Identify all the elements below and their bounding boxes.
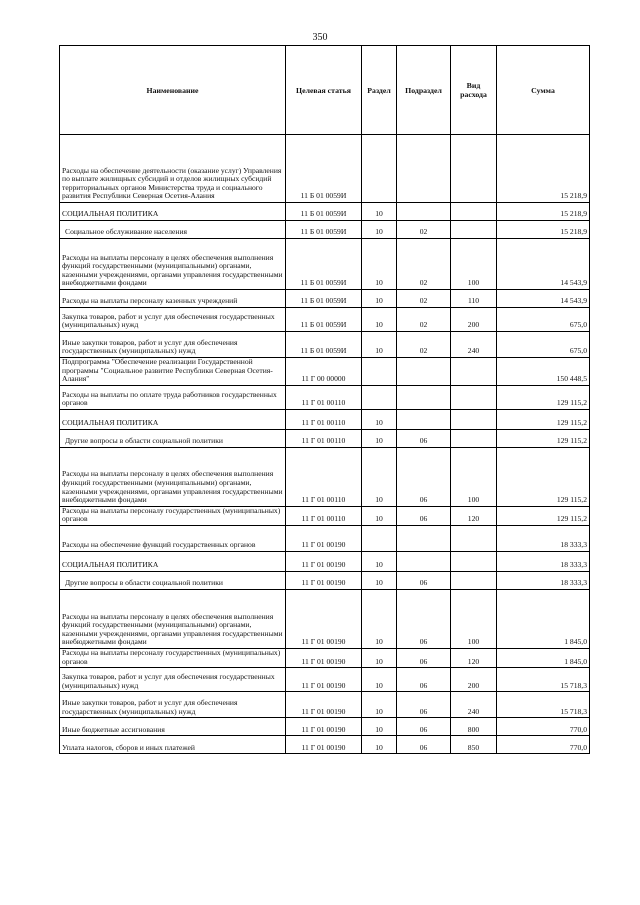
row-code: 11 Г 01 00190 xyxy=(286,571,362,589)
row-sum: 18 333,3 xyxy=(497,551,590,571)
row-section: 10 xyxy=(362,221,397,239)
table-row xyxy=(60,385,590,409)
table-row xyxy=(60,308,590,332)
table-row xyxy=(60,203,590,221)
row-code: 11 Г 01 00110 xyxy=(286,409,362,429)
row-code: 11 Б 01 0059И xyxy=(286,239,362,290)
row-subsection: 02 xyxy=(397,290,451,308)
row-code: 11 Г 01 00190 xyxy=(286,736,362,754)
table-row xyxy=(60,718,590,736)
row-kind xyxy=(451,358,497,386)
row-name: Социальное обслуживание населения xyxy=(60,221,286,239)
row-subsection xyxy=(397,203,451,221)
row-name: Расходы на выплаты персоналу государственных (муниципальных) органов xyxy=(60,506,286,525)
row-sum: 129 115,2 xyxy=(497,506,590,525)
row-section: 10 xyxy=(362,551,397,571)
table-header-row xyxy=(60,46,590,135)
row-sum: 150 448,5 xyxy=(497,358,590,386)
row-kind xyxy=(451,525,497,551)
table-row xyxy=(60,447,590,506)
row-kind: 800 xyxy=(451,718,497,736)
row-section: 10 xyxy=(362,648,397,667)
table-row xyxy=(60,221,590,239)
row-subsection: 02 xyxy=(397,332,451,358)
table-row xyxy=(60,409,590,429)
table-row xyxy=(60,589,590,648)
header-subsection: Подраздел xyxy=(397,46,451,135)
row-kind xyxy=(451,221,497,239)
row-sum: 129 115,2 xyxy=(497,447,590,506)
row-code: 11 Г 01 00190 xyxy=(286,589,362,648)
row-kind: 850 xyxy=(451,736,497,754)
row-subsection: 02 xyxy=(397,308,451,332)
table-row xyxy=(60,668,590,692)
row-sum: 770,0 xyxy=(497,718,590,736)
row-section: 10 xyxy=(362,203,397,221)
row-code: 11 Г 01 00190 xyxy=(286,718,362,736)
row-name: Расходы на обеспечение деятельности (оказание услуг) Управления по выплате жилищных субсидий и отделов жилищных субсидий территориальных органов Министерства труда и социального развития Республики Северная Осетия-Алания xyxy=(60,135,286,203)
row-name: Расходы на выплаты персоналу в целях обеспечения выполнения функций государственными (муниципальными) органами, казенными учреждениями, органами управления государственными внебюджетными фондами xyxy=(60,239,286,290)
row-subsection: 06 xyxy=(397,668,451,692)
row-name: Расходы на выплаты по оплате труда работников государственных органов xyxy=(60,385,286,409)
row-name: Закупка товаров, работ и услуг для обеспечения государственных (муниципальных) нужд xyxy=(60,308,286,332)
row-code: 11 Б 01 0059И xyxy=(286,308,362,332)
row-subsection: 06 xyxy=(397,692,451,718)
row-subsection: 06 xyxy=(397,506,451,525)
row-name: СОЦИАЛЬНАЯ ПОЛИТИКА xyxy=(60,409,286,429)
row-name: Иные бюджетные ассигнования xyxy=(60,718,286,736)
row-section xyxy=(362,135,397,203)
row-name: СОЦИАЛЬНАЯ ПОЛИТИКА xyxy=(60,203,286,221)
row-kind xyxy=(451,409,497,429)
row-code: 11 Г 01 00110 xyxy=(286,385,362,409)
table-row xyxy=(60,506,590,525)
row-subsection xyxy=(397,135,451,203)
row-section: 10 xyxy=(362,718,397,736)
row-code: 11 Б 01 0059И xyxy=(286,135,362,203)
row-code: 11 Б 01 0059И xyxy=(286,332,362,358)
row-name: Расходы на выплаты персоналу в целях обеспечения выполнения функций государственными (муниципальными) органами, казенными учреждениями, органами управления государственными внебюджетными фондами xyxy=(60,589,286,648)
row-subsection: 06 xyxy=(397,589,451,648)
row-kind: 240 xyxy=(451,692,497,718)
table-row xyxy=(60,648,590,667)
row-sum: 18 333,3 xyxy=(497,525,590,551)
row-subsection xyxy=(397,358,451,386)
row-code: 11 Г 01 00190 xyxy=(286,551,362,571)
row-subsection xyxy=(397,385,451,409)
row-sum: 14 543,9 xyxy=(497,290,590,308)
header-section: Раздел xyxy=(362,46,397,135)
row-code: 11 Г 01 00190 xyxy=(286,692,362,718)
row-section: 10 xyxy=(362,571,397,589)
table-row xyxy=(60,332,590,358)
row-sum: 18 333,3 xyxy=(497,571,590,589)
row-sum: 129 115,2 xyxy=(497,409,590,429)
row-kind: 240 xyxy=(451,332,497,358)
row-subsection xyxy=(397,551,451,571)
row-kind: 100 xyxy=(451,239,497,290)
row-sum: 15 218,9 xyxy=(497,135,590,203)
row-subsection: 06 xyxy=(397,571,451,589)
row-code: 11 Г 01 00190 xyxy=(286,525,362,551)
row-kind xyxy=(451,429,497,447)
row-code: 11 Г 00 00000 xyxy=(286,358,362,386)
row-section xyxy=(362,358,397,386)
row-kind: 200 xyxy=(451,308,497,332)
row-subsection: 06 xyxy=(397,736,451,754)
row-name: Расходы на выплаты персоналу казенных учреждений xyxy=(60,290,286,308)
table-row xyxy=(60,135,590,203)
row-code: 11 Г 01 00190 xyxy=(286,648,362,667)
row-sum: 15 218,9 xyxy=(497,203,590,221)
row-subsection: 02 xyxy=(397,221,451,239)
row-section: 10 xyxy=(362,668,397,692)
row-name: Уплата налогов, сборов и иных платежей xyxy=(60,736,286,754)
row-section: 10 xyxy=(362,736,397,754)
row-sum: 14 543,9 xyxy=(497,239,590,290)
row-sum: 770,0 xyxy=(497,736,590,754)
row-section: 10 xyxy=(362,290,397,308)
row-code: 11 Г 01 00110 xyxy=(286,447,362,506)
row-kind: 100 xyxy=(451,447,497,506)
row-code: 11 Б 01 0059И xyxy=(286,221,362,239)
table-body xyxy=(60,135,590,754)
row-kind xyxy=(451,571,497,589)
row-sum: 15 718,3 xyxy=(497,668,590,692)
row-section: 10 xyxy=(362,506,397,525)
budget-table xyxy=(59,45,590,754)
row-section xyxy=(362,525,397,551)
row-name: СОЦИАЛЬНАЯ ПОЛИТИКА xyxy=(60,551,286,571)
row-name: Закупка товаров, работ и услуг для обеспечения государственных (муниципальных) нужд xyxy=(60,668,286,692)
row-subsection xyxy=(397,525,451,551)
row-subsection: 06 xyxy=(397,429,451,447)
row-name: Другие вопросы в области социальной политики xyxy=(60,571,286,589)
table-row xyxy=(60,525,590,551)
row-kind: 200 xyxy=(451,668,497,692)
page-number: 350 xyxy=(312,32,328,43)
row-section: 10 xyxy=(362,308,397,332)
row-code: 11 Г 01 00110 xyxy=(286,506,362,525)
table-row xyxy=(60,290,590,308)
row-kind xyxy=(451,385,497,409)
row-name: Расходы на выплаты персоналу в целях обеспечения выполнения функций государственными (муниципальными) органами, казенными учреждениями, органами управления государственными внебюджетными фондами xyxy=(60,447,286,506)
row-kind xyxy=(451,135,497,203)
row-section: 10 xyxy=(362,692,397,718)
row-subsection xyxy=(397,409,451,429)
row-sum: 129 115,2 xyxy=(497,385,590,409)
row-subsection: 06 xyxy=(397,648,451,667)
row-kind: 120 xyxy=(451,506,497,525)
row-sum: 1 845,0 xyxy=(497,589,590,648)
row-section: 10 xyxy=(362,409,397,429)
table-row xyxy=(60,239,590,290)
row-name: Другие вопросы в области социальной политики xyxy=(60,429,286,447)
header-name: Наименование xyxy=(60,46,286,135)
table-row xyxy=(60,429,590,447)
row-code: 11 Б 01 0059И xyxy=(286,203,362,221)
row-sum: 675,0 xyxy=(497,308,590,332)
row-section: 10 xyxy=(362,589,397,648)
row-name: Расходы на обеспечение функций государственных органов xyxy=(60,525,286,551)
row-sum: 15 718,3 xyxy=(497,692,590,718)
row-sum: 675,0 xyxy=(497,332,590,358)
header-code: Целевая статья xyxy=(286,46,362,135)
row-kind xyxy=(451,203,497,221)
row-section xyxy=(362,385,397,409)
row-section: 10 xyxy=(362,239,397,290)
row-subsection: 06 xyxy=(397,718,451,736)
row-name: Иные закупки товаров, работ и услуг для обеспечения государственных (муниципальных) нужд xyxy=(60,332,286,358)
table-row xyxy=(60,551,590,571)
row-sum: 1 845,0 xyxy=(497,648,590,667)
header-kind: Вид расхода xyxy=(451,46,497,135)
row-subsection: 02 xyxy=(397,239,451,290)
row-section: 10 xyxy=(362,332,397,358)
row-code: 11 Г 01 00190 xyxy=(286,668,362,692)
header-sum: Сумма xyxy=(497,46,590,135)
row-section: 10 xyxy=(362,429,397,447)
row-sum: 15 218,9 xyxy=(497,221,590,239)
row-sum: 129 115,2 xyxy=(497,429,590,447)
row-name: Расходы на выплаты персоналу государственных (муниципальных) органов xyxy=(60,648,286,667)
table-row xyxy=(60,571,590,589)
row-name: Иные закупки товаров, работ и услуг для обеспечения государственных (муниципальных) нужд xyxy=(60,692,286,718)
row-subsection: 06 xyxy=(397,447,451,506)
row-code: 11 Г 01 00110 xyxy=(286,429,362,447)
row-section: 10 xyxy=(362,447,397,506)
row-kind xyxy=(451,551,497,571)
table-row xyxy=(60,358,590,386)
row-code: 11 Б 01 0059И xyxy=(286,290,362,308)
row-kind: 100 xyxy=(451,589,497,648)
table-row xyxy=(60,736,590,754)
row-kind: 120 xyxy=(451,648,497,667)
table-row xyxy=(60,692,590,718)
row-name: Подпрограмма "Обеспечение реализации Государственной программы "Социальное развитие Республики Северная Осетия-Алания" xyxy=(60,358,286,386)
row-kind: 110 xyxy=(451,290,497,308)
